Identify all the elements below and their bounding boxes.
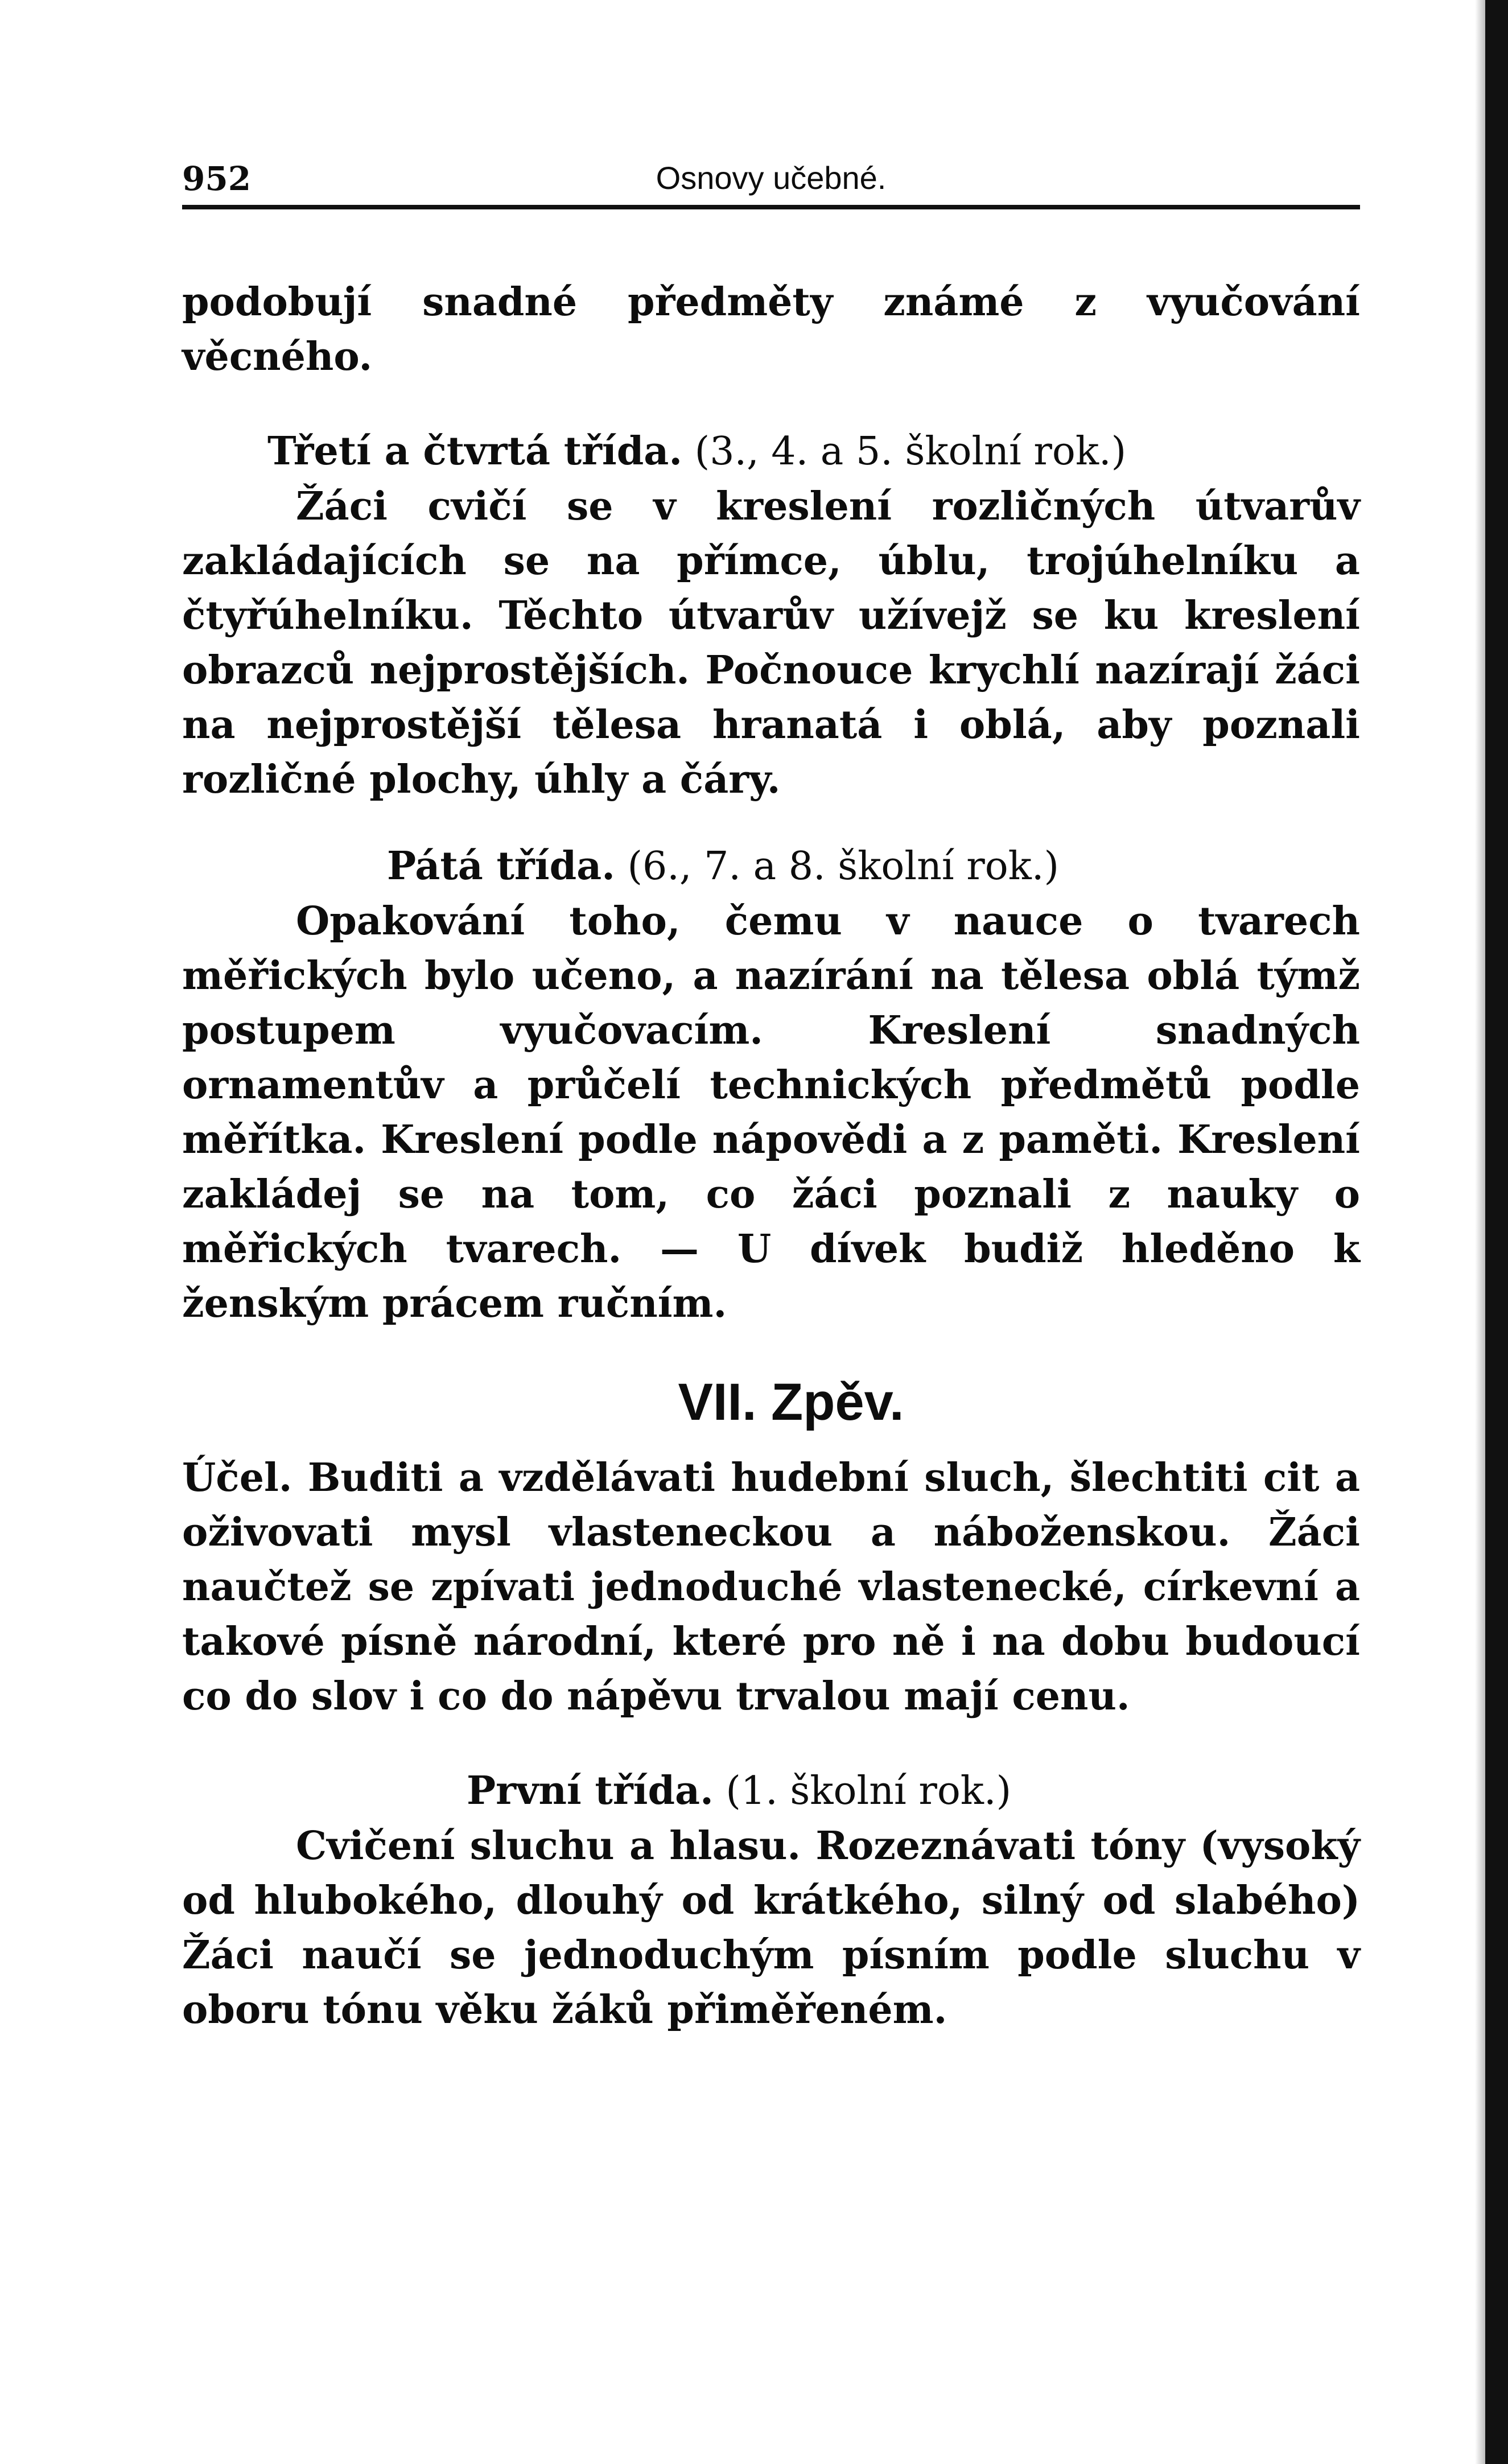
fifth-title: Pátá třída. bbox=[387, 843, 615, 889]
third-fourth-title: Třetí a čtvrtá třída. bbox=[267, 428, 683, 474]
purpose-text: Buditi a vzdělávati hudební sluch, šlechtiti cit a oživovati mysl vlasteneckou a náboženskou. Žáci naučtež se zpívati jednoduché vlastenecké, církevní a takové písně národní, které pro ně i na dobu budoucí co do slov i co do nápěvu trvalou mají cenu. bbox=[182, 1455, 1360, 1719]
third-fourth-heading bbox=[182, 424, 1360, 479]
page-header bbox=[182, 142, 1360, 198]
purpose-paragraph bbox=[182, 1451, 1360, 1724]
intro-paragraph: podobují snadné předměty známé z vyučování věcného. bbox=[182, 279, 1360, 380]
purpose-label: Účel. bbox=[182, 1455, 292, 1501]
first-years: (1. školní rok.) bbox=[726, 1769, 1012, 1814]
first-paragraph: Cvičení sluchu a hlasu. Rozeznávati tóny (vysoký od hlubokého, dlouhý od krátkého, silný od slabého) Žáci naučí se jednoduchým písním podle sluchu v oboru tónu věku žáků přiměřeném. bbox=[182, 1823, 1360, 2033]
fifth-paragraph: Opakování toho, čemu v nauce o tvarech měřických bylo učeno, a nazírání na tělesa oblá týmž postupem vyučovacím. Kreslení snadných ornamentův a průčelí technických předmětů podle měřítka. Kreslení podle nápovědi a z paměti. Kreslení zakládej se na tom, co žáci poznali z nauky o měřických tvarech. — U dívek budiž hleděno k ženským prácem ručním. bbox=[182, 899, 1360, 1326]
header-rule bbox=[182, 205, 1360, 209]
running-head: Osnovy učebné. bbox=[656, 160, 887, 196]
first-title: První třída. bbox=[467, 1768, 714, 1814]
third-fourth-paragraph: Žáci cvičí se v kreslení rozličných útvarův zakládajících se na přímce, úblu, trojúhelníku a čtyřúhelníku. Těchto útvarův užívejž se ku kreslení obrazců nejprostějších. Počnouce krychlí nazírají žáci na nejprostější tělesa hranatá i oblá, aby poznali rozličné plochy, úhly a čáry. bbox=[182, 484, 1360, 802]
scan-shadow bbox=[1475, 0, 1485, 2464]
fifth-years: (6., 7. a 8. školní rok.) bbox=[627, 844, 1060, 889]
third-fourth-years: (3., 4. a 5. školní rok.) bbox=[694, 429, 1127, 474]
first-heading bbox=[182, 1763, 1360, 1819]
scan-edge bbox=[1485, 0, 1508, 2464]
fifth-heading bbox=[182, 839, 1360, 894]
section-title: VII. Zpěv. bbox=[678, 1373, 904, 1431]
book-page bbox=[182, 142, 1360, 2037]
page-number: 952 bbox=[182, 159, 252, 198]
